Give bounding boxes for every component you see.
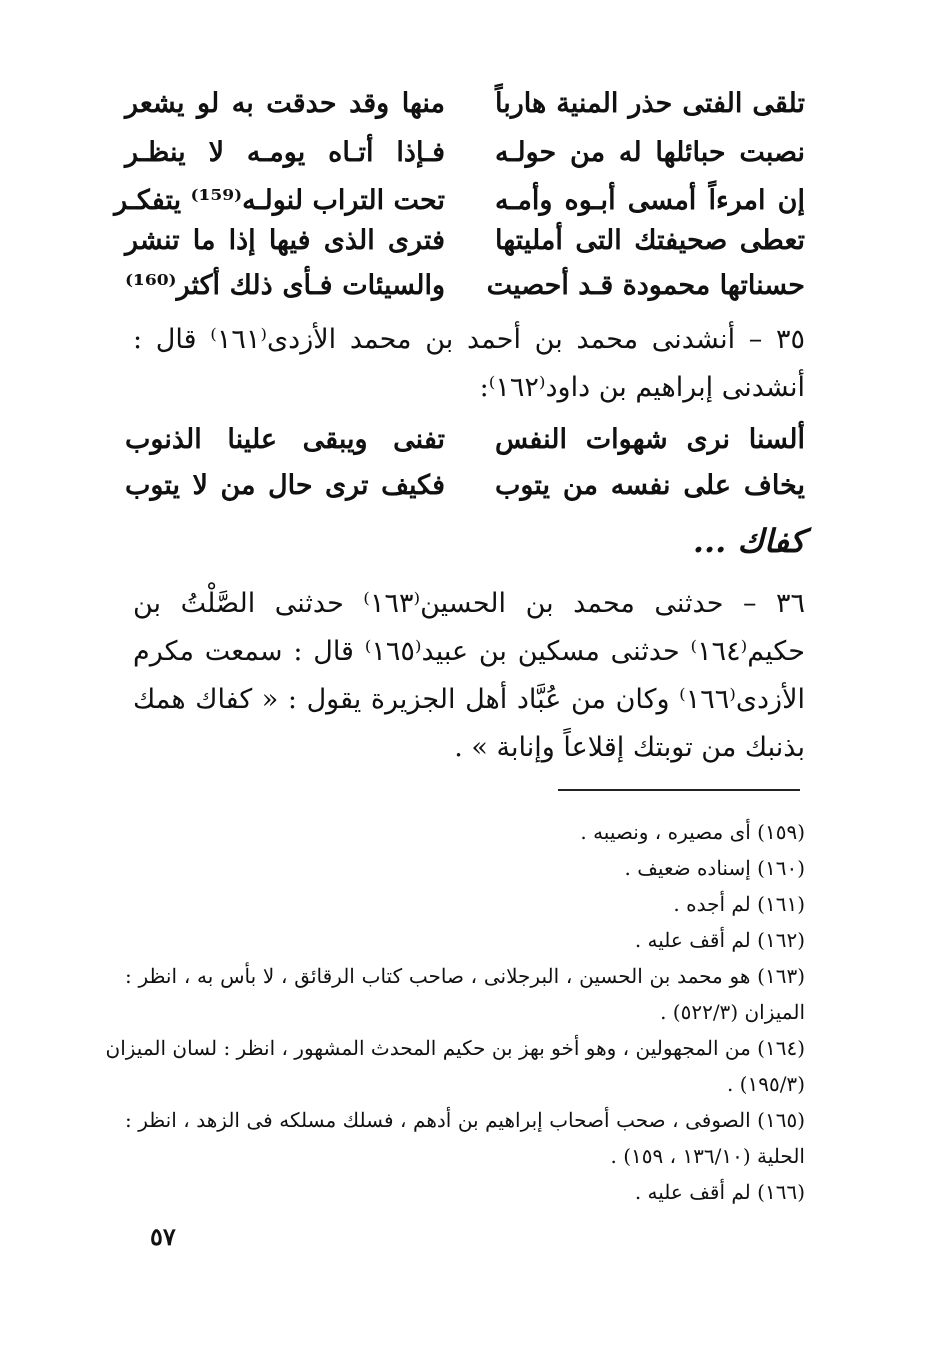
footnote-line: (١٦٥) الصوفى ، صحب أصحاب إبراهيم بن أدهم ، فسلك مسلكه فى الزهد ، انظر : bbox=[125, 1108, 805, 1132]
verse-first-hemistich: إن امرءاً أمسى أبـوه وأمـه bbox=[495, 185, 805, 216]
verse-first-hemistich: نصبت حبائلها له من حولـه bbox=[495, 137, 805, 168]
footnote-line: (١٥٩) أى مصيره ، ونصيبه . bbox=[580, 820, 805, 844]
paragraph-35 bbox=[133, 316, 805, 412]
verse-line bbox=[125, 418, 805, 462]
footnotes bbox=[105, 814, 805, 1210]
footnote-line: (١٦٦) لم أقف عليه . bbox=[634, 1180, 805, 1204]
footnote-divider bbox=[558, 789, 800, 791]
verse-first-hemistich: تلقى الفتى حذر المنية هارباً bbox=[495, 88, 805, 119]
verse-line bbox=[114, 179, 805, 223]
footnote-line: الحلية (١٣٦/١٠ ، ١٥٩) . bbox=[610, 1144, 805, 1168]
verse-second-hemistich: فترى الذى فيها إذا ما تنشر bbox=[125, 225, 445, 256]
verse-line bbox=[125, 82, 805, 126]
paragraph-line: الأزدى⁽١٦٦⁾ وكان من عُبَّاد أهل الجزيرة يقول : « كفاك همك bbox=[133, 684, 805, 715]
page-number: ٥٧ bbox=[150, 1222, 176, 1251]
verse-first-hemistich: يخاف على نفسه من يتوب bbox=[495, 470, 805, 501]
paragraph-line: ٣٥ – أنشدنى محمد بن أحمد بن محمد الأزدى⁽١٦١⁾ قال : bbox=[133, 324, 805, 355]
verse-second-hemistich: فـإذا أتـاه يومـه لا ينظـر bbox=[125, 137, 445, 168]
paragraph-line: ٣٦ – حدثنى محمد بن الحسين⁽١٦٣⁾ حدثنى الصَّلْتُ بن bbox=[133, 588, 805, 619]
verse-first-hemistich: ألسنا نرى شهوات النفس bbox=[495, 424, 805, 455]
footnote-line: (١٦١) لم أجده . bbox=[673, 892, 805, 916]
verse-line bbox=[125, 219, 805, 263]
verse-second-hemistich: تفنى ويبقى علينا الذنوب bbox=[125, 424, 445, 455]
verse-line bbox=[125, 131, 805, 175]
verse-line bbox=[125, 464, 805, 508]
footnote-line: (١٦٤) من المجهولين ، وهو أخو بهز بن حكيم المحدث المشهور ، انظر : لسان الميزان bbox=[105, 1036, 805, 1060]
footnote-line: (١٦٣) هو محمد بن الحسين ، البرجلانى ، صاحب كتاب الرقائق ، لا بأس به ، انظر : bbox=[125, 964, 805, 988]
paragraph-line: بذنبك من توبتك إقلاعاً وإنابة » . bbox=[454, 732, 805, 763]
footnote-line: (١٦٠) إسناده ضعيف . bbox=[624, 856, 805, 880]
paragraph-line: حكيم⁽١٦٤⁾ حدثنى مسكين بن عبيد⁽١٦٥⁾ قال : سمعت مكرم bbox=[133, 636, 805, 667]
verse-first-hemistich: تعطى صحيفتك التى أمليتها bbox=[495, 225, 805, 256]
verse-second-hemistich: والسيئات فـأى ذلك أكثر⁽¹⁶⁰⁾ bbox=[125, 270, 445, 301]
verse-second-hemistich: فكيف ترى حال من لا يتوب bbox=[125, 470, 445, 501]
paragraph-36 bbox=[133, 580, 805, 772]
paragraph-line: أنشدنى إبراهيم بن داود⁽١٦٢⁾: bbox=[479, 372, 805, 403]
verse-second-hemistich: تحت التراب لنولـه⁽¹⁵⁹⁾ يتفكـر bbox=[114, 185, 445, 216]
verse-line bbox=[125, 264, 805, 308]
section-heading: كفاك ... bbox=[692, 522, 805, 560]
verse-first-hemistich: حسناتها محمودة قـد أحصيت bbox=[486, 270, 805, 301]
footnote-line: (١٦٢) لم أقف عليه . bbox=[634, 928, 805, 952]
verse-second-hemistich: منها وقد حدقت به لو يشعر bbox=[125, 88, 445, 119]
footnote-line: الميزان (٥٢٢/٣) . bbox=[660, 1000, 805, 1024]
footnote-line: (١٩٥/٣) . bbox=[726, 1072, 805, 1096]
